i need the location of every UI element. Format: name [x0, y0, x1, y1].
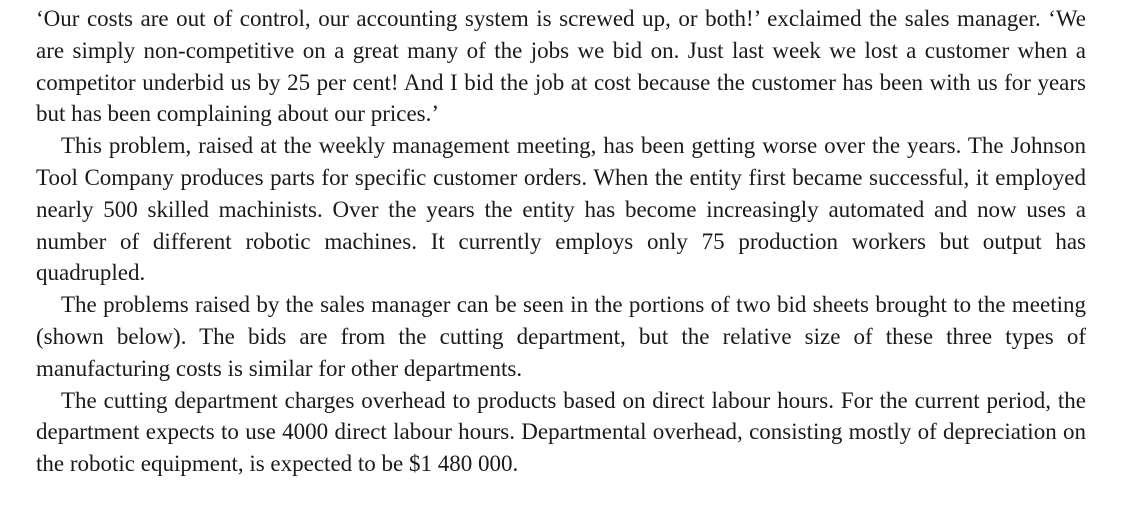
paragraph-bid-sheets: The problems raised by the sales manager can be seen in the portions of two bid sheets brought to the meeting (shown below). The bids are from the cutting department, but the relative size of these three types of manufacturing costs is similar for other departments. — [36, 292, 1086, 381]
paragraph-overhead-allocation: The cutting department charges overhead to products based on direct labour hours. For the current period, the department expects to use 4000 direct labour hours. Departmental overhead, consisting mostly of depreciation on the robotic equipment, is expected to be $1 480 000. — [36, 387, 1086, 477]
paragraph-problem-background: This problem, raised at the weekly management meeting, has been getting worse over the years. The Johnson Tool Company produces parts for specific customer orders. When the entity first became successful, it employed nearly 500 skilled machinists. Over the years the entity has become increasingly automated and now uses a number of different robotic machines. It currently employs only 75 production workers but output has quadrupled. — [36, 133, 1086, 286]
paragraph-sales-manager-quote: ‘Our costs are out of control, our accounting system is screwed up, or both!’ exclaimed the sales manager. ‘We are simply non-competitive on a great many of the jobs we bid on. Just last week we lost a customer when a competitor underbid us by 25 per cent! And I bid the job at cost because the customer has been with us for years but has been complaining about our prices.’ — [36, 6, 1086, 127]
document-body — [36, 3, 1086, 480]
